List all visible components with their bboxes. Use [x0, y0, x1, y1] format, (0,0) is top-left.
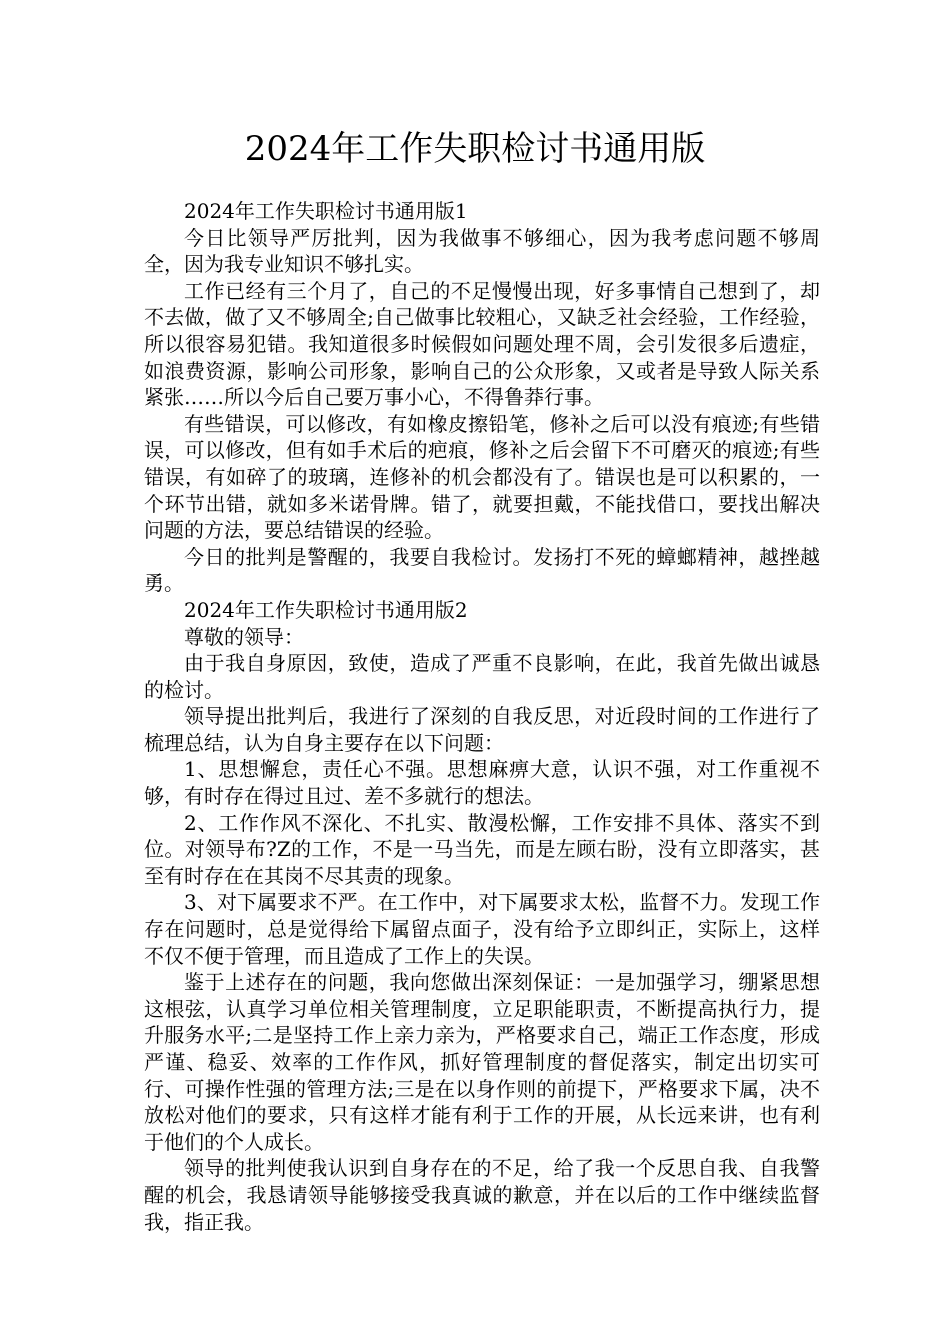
paragraph: 有些错误，可以修改，有如橡皮擦铅笔，修补之后可以没有痕迹;有些错误，可以修改，但有如手术后的疤痕，修补之后会留下不可磨灭的痕迹;有些错误，有如碎了的玻璃，连修补的机会都没有了。错误也是可以积累的，一个环节出错，就如多米诺骨牌。错了，就要担戴，不能找借口，要找出解决问题的方法，要总结错误的经验。 [144, 411, 820, 543]
paragraph: 今日的批判是警醒的，我要自我检讨。发扬打不死的蟑螂精神，越挫越勇。 [144, 544, 820, 596]
salutation: 尊敬的领导： [184, 624, 304, 649]
list-item: 2、工作作风不深化、不扎实、散漫松懈，工作安排不具体、落实不到位。对领导布?Z的工作，不是一马当先，而是左顾右盼，没有立即落实，甚至有时存在在其岗不尽其责的现象。 [144, 810, 820, 888]
paragraph: 由于我自身原因，致使，造成了严重不良影响，在此，我首先做出诚恳的检讨。 [144, 651, 820, 702]
paragraph: 今日比领导严厉批判，因为我做事不够细心，因为我考虑问题不够周全，因为我专业知识不够扎实。 [144, 225, 820, 277]
paragraph: 鉴于上述存在的问题，我向您做出深刻保证：一是加强学习，绷紧思想这根弦，认真学习单位相关管理制度，立足职能职责，不断提高执行力，提升服务水平;二是坚持工作上亲力亲为，严格要求自己，端正工作态度，形成严谨、稳妥、效率的工作作风，抓好管理制度的督促落实，制定出切实可行、可操作性强的管理方法;三是在以身作则的前提下，严格要求下属，决不放松对他们的要求，只有这样才能有利于工作的开展，从长远来讲，也有利于他们的个人成长。 [144, 970, 820, 1154]
paragraph: 领导提出批判后，我进行了深刻的自我反思，对近段时间的工作进行了梳理总结，认为自身主要存在以下问题： [144, 704, 820, 755]
paragraph: 领导的批判使我认识到自身存在的不足，给了我一个反思自我、自我警醒的机会，我恳请领导能够接受我真诚的歉意，并在以后的工作中继续监督我，指正我。 [144, 1156, 820, 1234]
list-item: 3、对下属要求不严。在工作中，对下属要求太松，监督不力。发现工作存在问题时，总是觉得给下属留点面子，没有给予立即纠正，实际上，这样不仅不便于管理，而且造成了工作上的失误。 [144, 890, 820, 968]
document-title: 2024年工作失职检讨书通用版 [244, 129, 706, 169]
document-body [144, 198, 820, 1235]
list-item: 1、思想懈怠，责任心不强。思想麻痹大意，认识不强，对工作重视不够，有时存在得过且过、差不多就行的想法。 [144, 757, 820, 809]
section-heading-2: 2024年工作失职检讨书通用版2 [184, 597, 468, 622]
paragraph: 工作已经有三个月了，自己的不足慢慢出现，好多事情自己想到了，却不去做，做了又不够周全;自己做事比较粗心，又缺乏社会经验，工作经验，所以很容易犯错。我知道很多时候假如问题处理不周，会引发很多后遗症，如浪费资源，影响公司形象，影响自己的公众形象，又或者是导致人际关系紧张……所以今后自己要万事小心，不得鲁莽行事。 [144, 278, 820, 410]
section-heading-1: 2024年工作失职检讨书通用版1 [184, 199, 468, 223]
